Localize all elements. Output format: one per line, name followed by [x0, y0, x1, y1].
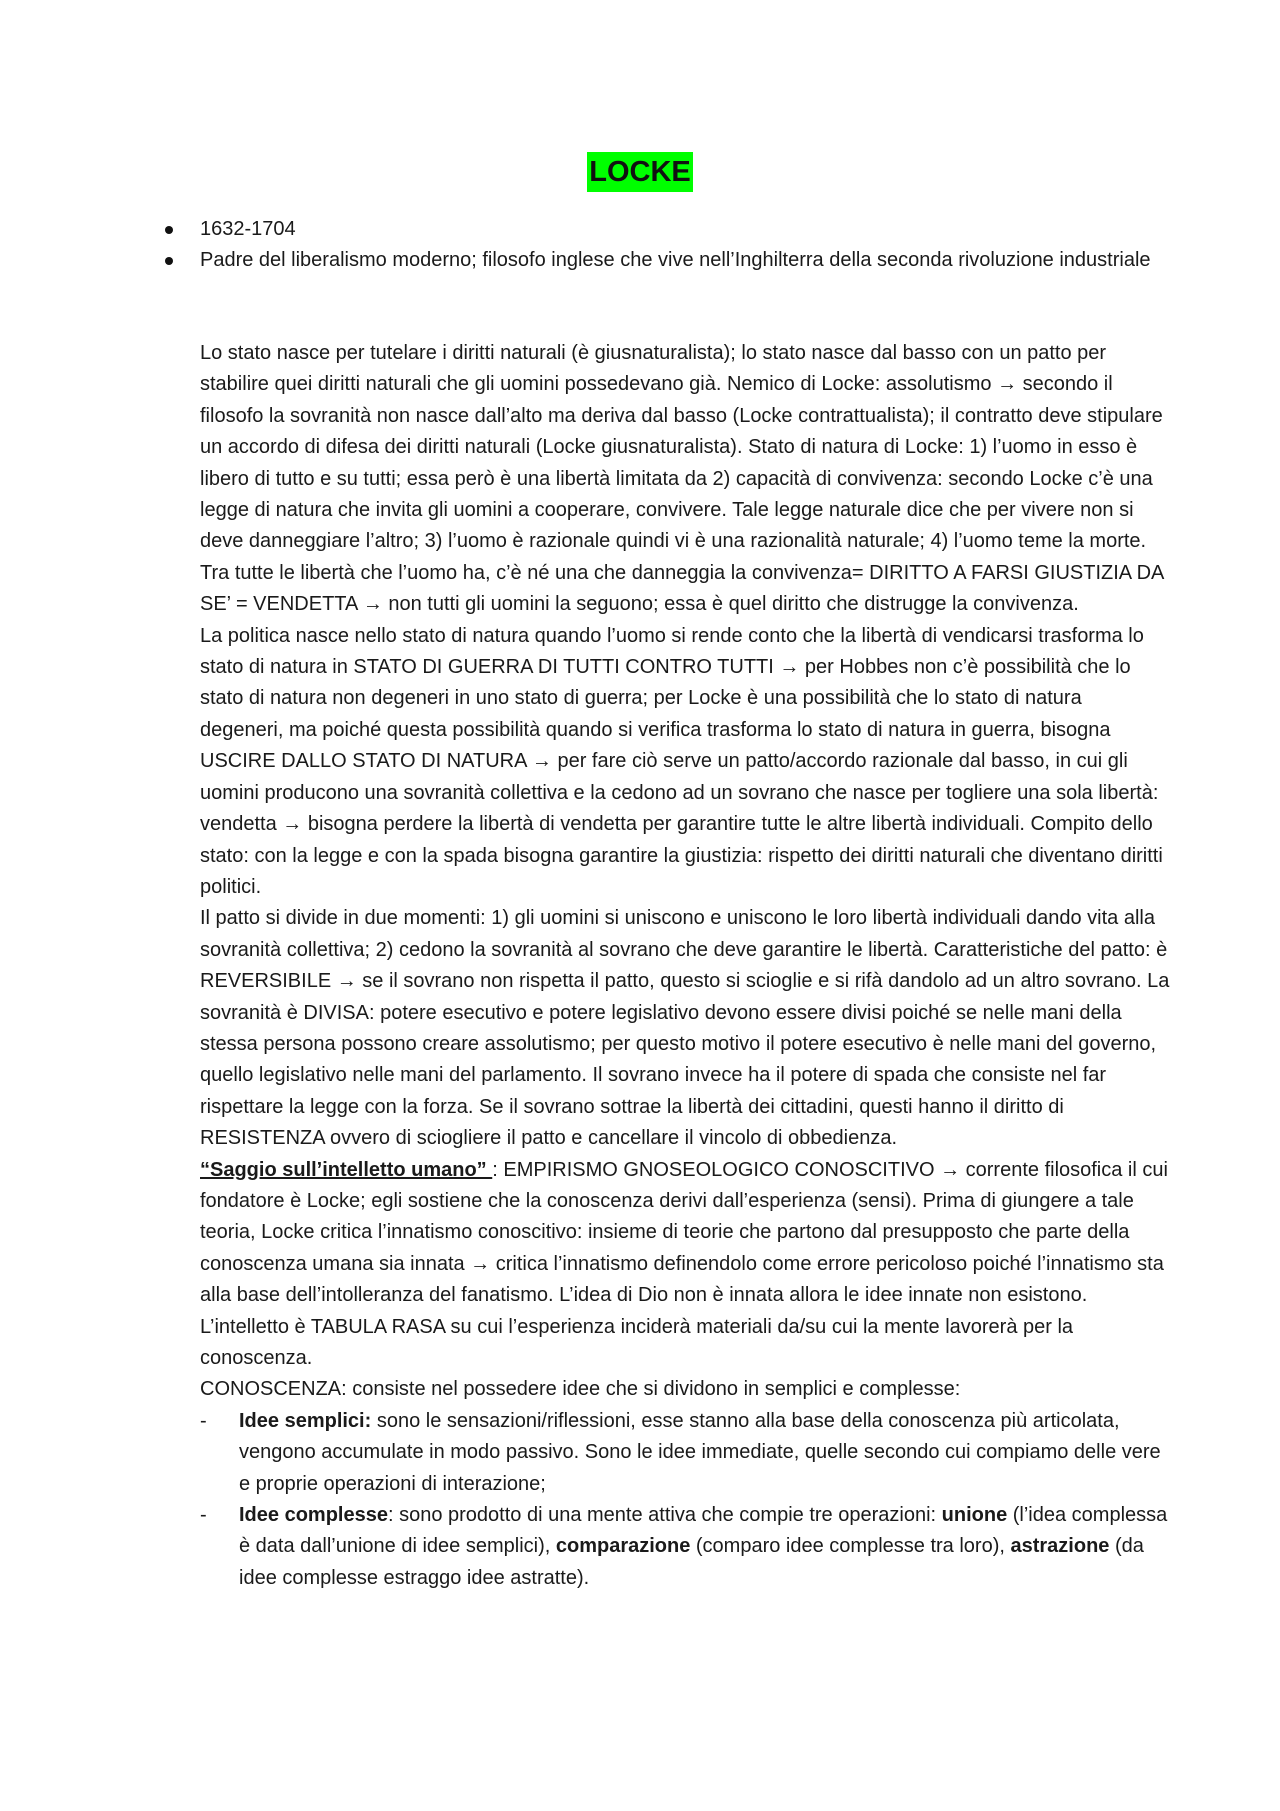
list-item-complex-ideas [200, 1500, 1170, 1594]
essay-text: : EMPIRISMO GNOSEOLOGICO CONOSCITIVO → corrente filosofica il cui fondatore è Locke; egli sostiene che la conoscenza derivi dall’esperienza (sensi). Prima di giungere a tale teoria, Locke critica l’innatismo conoscitivo: insieme di teorie che partono dal presupposto che parte della conoscenza umana sia innata → critica l’innatismo definendolo come errore pericoloso poiché l’innatismo sta alla base dell’intolleranza del fanatismo. L’idea di Dio non è innata allora le idee innate non esistono. L’intelletto è TABULA RASA su cui l’esperienza inciderà materiali da/su cui la mente lavorerà per la conoscenza. [200, 1158, 1168, 1369]
paragraph-politics: La politica nasce nello stato di natura quando l’uomo si rende conto che la libertà di vendicarsi trasforma lo stato di natura in STATO DI GUERRA DI TUTTI CONTRO TUTTI → per Hobbes non c’è possibilità che lo stato di natura non degeneri in uno stato di guerra; per Locke è una possibilità che lo stato di natura degeneri, ma poiché questa possibilità quando si verifica trasforma lo stato di natura in guerra, bisogna USCIRE DALLO STATO DI NATURA → per fare ciò serve un patto/accordo razionale dal basso, in cui gli uomini producono una sovranità collettiva e la cedono ad un sovrano che nasce per togliere una sola libertà: vendetta → bisogna perdere la libertà di vendetta per garantire tutte le altre libertà individuali. Compito dello stato: con la legge e con la spada bisogna garantire la giustizia: rispetto dei diritti naturali che diventano diritti politici. [200, 624, 1163, 898]
title-container [0, 152, 1280, 192]
paragraph-knowledge: CONOSCENZA: consiste nel possedere idee che si dividono in semplici e complesse: [200, 1378, 961, 1401]
paragraph-pact: Il patto si divide in due momenti: 1) gli uomini si uniscono e uniscono le loro libertà individuali dando vita alla sovranità collettiva; 2) cedono la sovranità al sovrano che deve garantire le libertà. Caratteristiche del patto: è REVERSIBILE → se il sovrano non rispetta il patto, questo si scioglie e si rifà dandolo ad un altro sovrano. La sovranità è DIVISA: potere esecutivo e potere legislativo devono essere divisi poiché se nelle mani della stessa persona possono creare assolutismo; per questo motivo il potere esecutivo è nelle mani del governo, quello legislativo nelle mani del parlamento. Il sovrano invece ha il potere di spada che consiste nel far rispettare la legge con la forza. Se il sovrano sottrae la libertà dei cittadini, questi hanno il diritto di RESISTENZA ovvero di sciogliere il patto e cancellare il vincolo di obbedienza. [200, 907, 1170, 1150]
dash-marker: - [200, 1409, 207, 1432]
complex-ideas-text-a: : sono prodotto di una mente attiva che compie tre operazioni: [387, 1504, 942, 1527]
page-title: LOCKE [587, 152, 693, 192]
bullet-item-dates: 1632-1704 [165, 214, 1175, 245]
operation-comparison: comparazione [555, 1535, 691, 1558]
essay-title: “Saggio sull’intelletto umano” [200, 1158, 493, 1181]
body-text [200, 338, 1170, 1594]
list-item-simple-ideas [200, 1406, 1170, 1500]
complex-ideas-label: Idee complesse [239, 1504, 388, 1527]
complex-ideas-text-b: (l’idea complessa è data dall’unione di idee semplici), [239, 1504, 1168, 1558]
simple-ideas-label: Idee semplici: [239, 1409, 372, 1432]
operation-abstraction: astrazione [1010, 1535, 1110, 1558]
bullet-list [165, 214, 1175, 277]
bullet-item-intro: Padre del liberalismo moderno; filosofo inglese che vive nell’Inghilterra della seconda rivoluzione industriale [165, 245, 1175, 276]
complex-ideas-text-d: (da idee complesse estraggo idee astratte). [239, 1535, 1144, 1589]
complex-ideas-text-c: (comparo idee complesse tra loro), [690, 1535, 1011, 1558]
paragraph-state-origin: Lo stato nasce per tutelare i diritti naturali (è giusnaturalista); lo stato nasce dal basso con un patto per stabilire quei diritti naturali che gli uomini possedevano già. Nemico di Locke: assolutismo → secondo il filosofo la sovranità non nasce dall’alto ma deriva dal basso (Locke contrattualista); il contratto deve stipulare un accordo di difesa dei diritti naturali (Locke giusnaturalista). Stato di natura di Locke: 1) l’uomo in esso è libero di tutto e su tutti; essa però è una libertà limitata da 2) capacità di convivenza: secondo Locke c’è una legge di natura che invita gli uomini a cooperare, convivere. Tale legge naturale dice che per vivere non si deve danneggiare l’altro; 3) l’uomo è razionale quindi vi è una razionalità naturale; 4) l’uomo teme la morte. Tra tutte le libertà che l’uomo ha, c’è né una che danneggia la convivenza= DIRITTO A FARSI GIUSTIZIA DA SE’ = VENDETTA → non tutti gli uomini la seguono; essa è quel diritto che distrugge la convivenza. [200, 342, 1164, 616]
simple-ideas-text: sono le sensazioni/riflessioni, esse stanno alla base della conoscenza più articolata, vengono accumulate in modo passivo. Sono le idee immediate, quelle secondo cui compiamo delle vere e proprie operazioni di interazione; [239, 1409, 1161, 1495]
ideas-list [200, 1406, 1170, 1594]
paragraph-essay [200, 1155, 1170, 1375]
operation-union: unione [941, 1504, 1008, 1527]
dash-marker: - [200, 1504, 207, 1527]
